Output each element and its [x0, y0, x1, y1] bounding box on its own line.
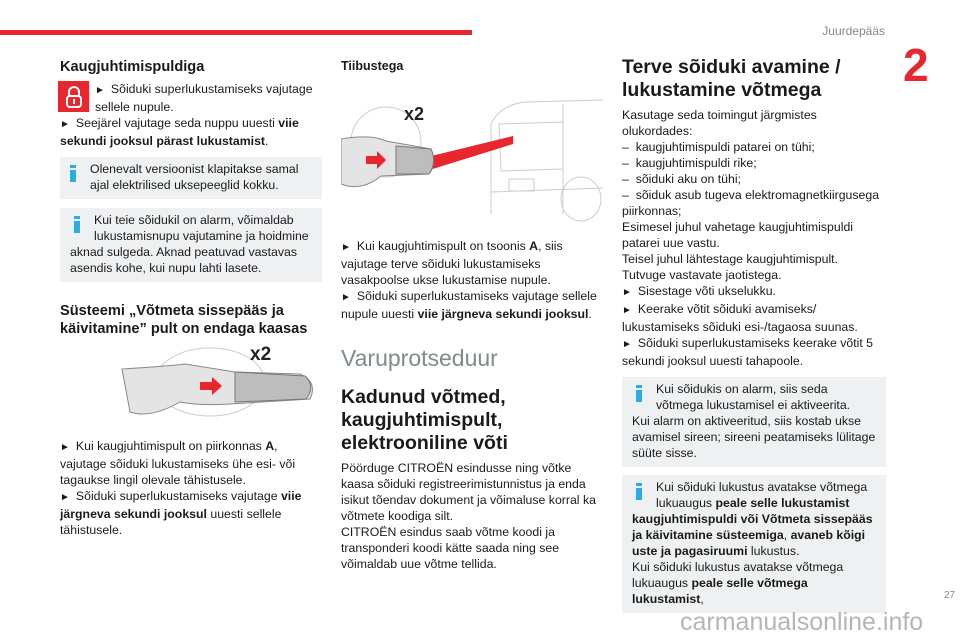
info-text: Kui alarm on aktiveeritud, siis kostab ukse avamisel sireen; sireeni peatamiseks lülitage süüte sisse. — [632, 414, 876, 460]
text: Sõiduki superlukustamiseks vajutage sellele nupule uuesti — [341, 289, 597, 321]
text: , siis vajutage terve sõiduki lukustamiseks vasakpoolse ukse lukustamise nupule. — [341, 239, 563, 287]
info-box — [60, 157, 322, 199]
x2-label: x2 — [404, 104, 425, 124]
section-title: Juurdepääs — [822, 24, 885, 38]
paragraph — [60, 488, 322, 538]
heading-remote: Kaugjuhtimispuldiga — [60, 59, 205, 75]
text: kaugjuhtimispuldi patarei on tühi; — [635, 140, 815, 154]
list-item: – sõiduk asub tugeva elektromagnetkiirgusega piirkonnas; — [622, 188, 880, 218]
page-number: 27 — [944, 590, 956, 601]
bullet-arrow-icon: ► — [622, 287, 632, 298]
heading-keyless: Süsteemi „Võtmeta sissepääs ja käivitamine” pult on endaga kaasas — [60, 303, 308, 337]
step — [622, 335, 886, 369]
paragraph — [60, 438, 322, 488]
heading-key-unlock: Terve sõiduki avamine / lukustamine võtmega — [622, 56, 841, 101]
text: Sisestage võti ukselukku. — [637, 284, 776, 298]
paragraph — [60, 81, 322, 115]
info-box — [622, 475, 886, 613]
paragraph: CITROËN esindus saab võtme koodi ja transponderi koodi kätte saada ning see võimaldab uue võtme tellida. — [341, 525, 560, 571]
left-column — [60, 58, 322, 538]
text: sõiduki aku on tühi; — [635, 172, 741, 186]
right-column — [622, 56, 886, 613]
info-box — [622, 377, 886, 467]
text: . — [265, 134, 269, 148]
text: , vajutage sõiduki lukustamiseks ühe esi- või tagaukse lingil olevale tähistusele. — [60, 439, 296, 487]
x2-label: x2 — [250, 344, 272, 365]
info-text — [632, 559, 878, 607]
chapter-number: 2 — [903, 39, 929, 91]
info-text: Kui teie sõidukil on alarm, võimaldab lukustamisnupu vajutamine ja hoidmine aknad sulgeda. Aknad peatuvad vastavas asendis kohe, kui nupu lahti lasete. — [70, 213, 309, 275]
text: Kui sõiduki lukustus avatakse võtmega lukuaugus — [656, 480, 868, 510]
text: uuesti sellele tähistusele. — [60, 507, 282, 537]
text-bold: viie järgneva sekundi jooksul — [417, 307, 589, 321]
bullet-arrow-icon: ► — [95, 85, 105, 96]
info-text: Kui sõidukis on alarm, siis seda võtmega lukustamisel ei aktiveerita. — [656, 382, 851, 412]
text-bold: peale selle võtmega lukustamist — [632, 576, 808, 606]
info-text — [632, 479, 878, 559]
text: lukustus. — [747, 544, 800, 558]
info-icon — [74, 216, 80, 233]
text-bold: viie sekundi jooksul pärast lukustamist — [60, 116, 299, 148]
lock-icon — [58, 81, 89, 112]
text: Sõiduki superlukustamiseks vajutage sellele nupule. — [95, 82, 313, 114]
text-bold: avaneb kõigi uste ja pagasiruumi — [632, 528, 866, 558]
paragraph: Tutvuge vastavate jaotistega. — [622, 268, 782, 282]
paragraph: Esimesel juhul vahetage kaugjuhtimispuldi patarei uue vastu. — [622, 220, 854, 250]
text: Kui kaugjuhtimispult on tsoonis — [356, 239, 530, 253]
info-icon — [636, 385, 642, 402]
watermark: carmanualsonline.info — [680, 608, 924, 636]
text-bold: viie järgneva sekundi jooksul — [60, 489, 302, 521]
bullet-arrow-icon: ► — [622, 305, 632, 316]
text: Keerake võtit sõiduki avamiseks/ lukustamiseks sõiduki esi-/tagaosa suunas. — [622, 302, 858, 334]
text: Sõiduki superlukustamiseks vajutage — [75, 489, 281, 503]
bullet-arrow-icon: ► — [341, 242, 351, 253]
bullet-arrow-icon: ► — [60, 442, 70, 453]
heading-wing-doors: Tiibustega — [341, 59, 404, 73]
header-red-bar — [0, 30, 472, 35]
bullet-arrow-icon: ► — [341, 292, 351, 303]
middle-column — [341, 58, 603, 572]
info-box — [60, 208, 322, 282]
text: . — [588, 307, 592, 321]
text: , — [783, 528, 791, 542]
text-bold: A — [265, 439, 275, 453]
paragraph — [341, 238, 603, 288]
heading-backup-procedure: Varuprotseduur — [341, 345, 498, 371]
text: kaugjuhtimispuldi rike; — [635, 156, 757, 170]
step — [622, 283, 886, 301]
text: sõiduk asub tugeva elektromagnetkiirgusega piirkonnas; — [622, 188, 880, 218]
text: Seejärel vajutage seda nuppu uuesti — [75, 116, 279, 130]
bullet-arrow-icon: ► — [60, 492, 70, 503]
text-bold: A — [529, 239, 539, 253]
info-icon — [636, 483, 642, 500]
van-rear-illustration — [341, 84, 603, 224]
info-text: Olenevalt versioonist klapitakse samal ajal elektrilised uksepeeglid kokku. — [90, 162, 299, 192]
paragraph: Teisel juhul lähtestage kaugjuhtimispult. — [622, 252, 839, 266]
text: Kui sõiduki lukustus avatakse võtmega lukuaugus — [632, 560, 844, 590]
text: Sõiduki superlukustamiseks keerake võtit 5 sekundi jooksul uuesti tahapoole. — [622, 336, 874, 368]
list-item: – kaugjuhtimispuldi patarei on tühi; — [622, 140, 815, 154]
bullet-arrow-icon: ► — [622, 339, 632, 350]
text-bold: peale selle lukustamist kaugjuhtimispuldi või Võtmeta sissepääs ja käivitamine süsteemiga — [632, 496, 873, 542]
paragraph: Pöörduge CITROËN esindusse ning võtke kaasa sõiduki registreerimistunnistus ja enda isikut tõendav dokument ja võimaluse korral ka võtmete koodiga silt. — [341, 461, 596, 523]
paragraph — [60, 115, 322, 149]
paragraph — [341, 288, 603, 322]
info-icon — [70, 165, 76, 182]
step — [622, 301, 886, 335]
list-item: – sõiduki aku on tühi; — [622, 172, 741, 186]
key-press-illustration — [60, 344, 322, 426]
list-item: – kaugjuhtimispuldi rike; — [622, 156, 757, 170]
text: Kui kaugjuhtimispult on piirkonnas — [75, 439, 266, 453]
bullet-arrow-icon: ► — [60, 119, 70, 130]
paragraph: Kasutage seda toimingut järgmistes olukordades: — [622, 108, 817, 138]
text: , — [700, 592, 704, 606]
heading-lost-keys: Kadunud võtmed, kaugjuhtimispult, elektrooniline võti — [341, 386, 508, 454]
